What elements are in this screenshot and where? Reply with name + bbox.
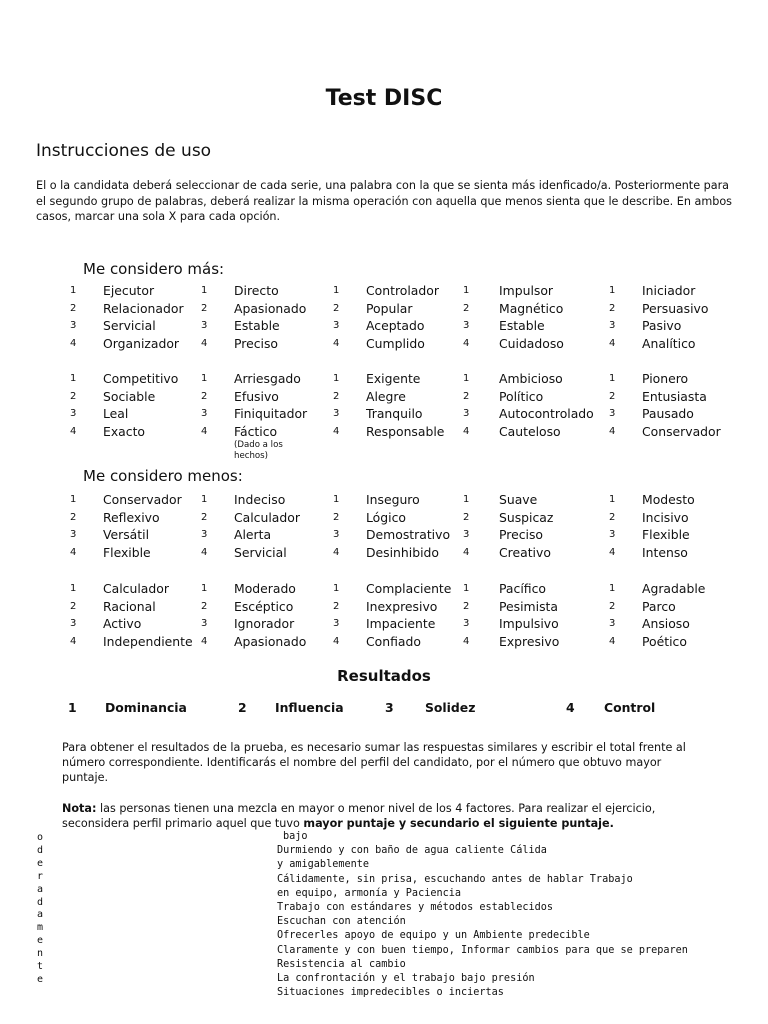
- option-number: 2: [70, 390, 77, 402]
- option-number: 1: [201, 583, 208, 594]
- option-number: 3: [70, 320, 77, 332]
- option-word: Flexible: [642, 527, 690, 543]
- option-word: Leal: [103, 406, 129, 422]
- word-row: [0, 283, 768, 301]
- word-row: [0, 545, 768, 563]
- profile-line: Cálidamente, sin prisa, escuchando antes de hablar Trabajo: [277, 873, 633, 885]
- option-word: Suspicaz: [499, 509, 554, 525]
- option-word: Aceptado: [366, 318, 425, 334]
- result-num: 3: [385, 700, 394, 715]
- option-number: 3: [609, 529, 616, 541]
- results-paragraph: Para obtener el resultados de la prueba, es necesario sumar las respuestas similares y escribir el total frente al número correspondiente. Identificarás el nombre del perfil del candidato, por el número que obtuvo mayor puntaje.: [62, 741, 686, 785]
- option-number: 1: [609, 373, 616, 384]
- option-word: Apasionado: [234, 300, 307, 316]
- option-word: Relacionador: [103, 300, 184, 316]
- option-number: 2: [70, 302, 77, 314]
- option-word: Activo: [103, 616, 142, 632]
- option-number: 3: [609, 320, 616, 332]
- option-word: Ansioso: [642, 616, 690, 632]
- option-word: Analítico: [642, 335, 696, 351]
- option-number: 4: [70, 337, 77, 349]
- option-word: Suave: [499, 492, 538, 507]
- option-word: Expresivo: [499, 633, 560, 649]
- option-word: Reflexivo: [103, 509, 160, 525]
- result-label: Control: [604, 700, 656, 715]
- option-number: 3: [463, 408, 470, 420]
- option-word: Lógico: [366, 509, 406, 525]
- option-number: 2: [201, 511, 208, 523]
- option-number: 4: [201, 337, 208, 349]
- option-word: Calculador: [234, 509, 300, 525]
- option-word: Pesimista: [499, 598, 558, 614]
- option-word: Ignorador: [234, 616, 295, 632]
- option-number: 4: [333, 546, 340, 558]
- option-word: Impaciente: [366, 616, 436, 632]
- option-number: 4: [70, 425, 77, 437]
- option-word: Impulsivo: [499, 616, 559, 632]
- option-word: Persuasivo: [642, 300, 709, 316]
- option-number: 1: [609, 494, 616, 505]
- option-number: 3: [201, 408, 208, 420]
- option-number: 4: [201, 635, 208, 647]
- word-row: [0, 510, 768, 528]
- option-number: 1: [333, 285, 340, 296]
- option-number: 1: [333, 583, 340, 594]
- option-word: Escéptico: [234, 598, 294, 614]
- word-row: [0, 371, 768, 389]
- option-word: Incisivo: [642, 509, 689, 525]
- menos-section-title: Me considero menos:: [83, 467, 243, 485]
- option-word: Poético: [642, 633, 687, 649]
- result-num: 1: [68, 700, 77, 715]
- option-word: Moderado: [234, 581, 296, 596]
- note-bold: mayor puntaje y secundario el siguiente puntaje.: [303, 817, 614, 831]
- option-number: 3: [70, 408, 77, 420]
- option-number: 3: [70, 618, 77, 630]
- word-row: [0, 301, 768, 319]
- option-number: 4: [609, 425, 616, 437]
- option-word: Competitivo: [103, 371, 179, 386]
- option-word: Pasivo: [642, 318, 682, 334]
- option-word: Exigente: [366, 371, 421, 386]
- note-text: las personas tienen una mezcla en mayor o menor nivel de los 4 factores. Para realizar el ejercicio, seconsidera perfil primario aquel que tuvo: [62, 802, 656, 831]
- option-word: Demostrativo: [366, 527, 451, 543]
- vertical-letter: a: [37, 883, 44, 895]
- option-number: 3: [609, 408, 616, 420]
- option-word: Finiquitador: [234, 406, 308, 422]
- option-number: 3: [333, 408, 340, 420]
- vertical-letter: n: [37, 948, 44, 960]
- results-title: Resultados: [337, 667, 431, 685]
- option-number: 2: [333, 390, 340, 402]
- option-word: Desinhibido: [366, 544, 439, 560]
- option-number: 2: [609, 600, 616, 612]
- option-number: 2: [463, 600, 470, 612]
- option-number: 2: [609, 511, 616, 523]
- option-number: 3: [463, 320, 470, 332]
- option-number: 3: [201, 618, 208, 630]
- option-number: 4: [463, 635, 470, 647]
- option-number: 2: [333, 511, 340, 523]
- option-number: 4: [463, 546, 470, 558]
- option-number: 2: [463, 390, 470, 402]
- option-word: Indeciso: [234, 492, 286, 507]
- word-row: [0, 336, 768, 354]
- vertical-letter: r: [37, 870, 44, 882]
- option-number: 1: [463, 373, 470, 384]
- option-word: Pionero: [642, 371, 689, 386]
- option-word: Magnético: [499, 300, 564, 316]
- result-label: Solidez: [425, 700, 476, 715]
- option-number: 1: [70, 373, 77, 384]
- option-word: Flexible: [103, 544, 151, 560]
- profile-line: Trabajo con estándares y métodos establecidos: [277, 902, 554, 914]
- option-word: Cuidadoso: [499, 335, 564, 351]
- vertical-letter: o: [37, 832, 44, 843]
- result-num: 4: [566, 700, 575, 715]
- result-num: 2: [238, 700, 247, 715]
- results-factors: [0, 700, 768, 718]
- option-word: Arriesgado: [234, 371, 301, 386]
- option-word: Sociable: [103, 388, 156, 404]
- option-number: 4: [463, 337, 470, 349]
- option-number: 1: [70, 494, 77, 505]
- option-number: 4: [333, 425, 340, 437]
- option-number: 1: [70, 285, 77, 296]
- instructions-heading: Instrucciones de uso: [36, 141, 212, 161]
- results-note: [62, 801, 702, 831]
- option-word: Creativo: [499, 544, 551, 560]
- option-number: 1: [609, 285, 616, 296]
- option-word: Alegre: [366, 388, 406, 404]
- option-number: 4: [609, 635, 616, 647]
- option-number: 2: [70, 511, 77, 523]
- option-number: 3: [609, 618, 616, 630]
- profile-line: Escuchan con atención: [277, 916, 406, 928]
- option-number: 1: [463, 583, 470, 594]
- option-word: Impulsor: [499, 283, 554, 298]
- menos-word-grid-2: [0, 581, 768, 651]
- option-word: Efusivo: [234, 388, 279, 404]
- mas-word-grid-1: [0, 283, 768, 353]
- option-word: Modesto: [642, 492, 695, 507]
- option-word: Complaciente: [366, 581, 452, 596]
- option-word: Inexpresivo: [366, 598, 438, 614]
- option-word: Conservador: [103, 492, 182, 507]
- option-number: 4: [609, 546, 616, 558]
- option-number: 1: [201, 373, 208, 384]
- option-word: Preciso: [499, 527, 543, 543]
- profile-line: Claramente y con buen tiempo, Informar cambios para que se preparen: [277, 944, 688, 956]
- option-number: 4: [333, 337, 340, 349]
- option-word: Responsable: [366, 423, 445, 439]
- note-label: Nota:: [62, 802, 97, 815]
- profile-line: Resistencia al cambio: [277, 958, 406, 970]
- profile-line: La confrontación y el trabajo bajo presión: [277, 973, 535, 985]
- option-number: 2: [609, 390, 616, 402]
- option-number: 2: [201, 390, 208, 402]
- option-number: 4: [201, 425, 208, 437]
- option-number: 3: [333, 618, 340, 630]
- option-number: 4: [333, 635, 340, 647]
- option-word: Autocontrolado: [499, 406, 594, 422]
- word-row: [0, 581, 768, 599]
- option-number: 4: [70, 546, 77, 558]
- option-word: Fáctico: [234, 423, 278, 439]
- profile-line: en equipo, armonía y Paciencia: [277, 887, 462, 899]
- option-word: Confiado: [366, 633, 421, 649]
- vertical-letters: [37, 832, 47, 987]
- profile-line: Durmiendo y con baño de agua caliente Cálida: [277, 845, 547, 857]
- option-number: 1: [333, 494, 340, 505]
- option-word: Entusiasta: [642, 388, 707, 404]
- option-number: 1: [201, 494, 208, 505]
- profile-line: bajo: [283, 831, 308, 842]
- word-row: [0, 527, 768, 545]
- option-word: Organizador: [103, 335, 180, 351]
- vertical-letter: m: [37, 922, 44, 934]
- mas-word-grid-2: [0, 371, 768, 441]
- page-title: Test DISC: [325, 86, 443, 111]
- option-number: 2: [201, 600, 208, 612]
- option-word: Exacto: [103, 423, 146, 439]
- word-row: [0, 634, 768, 652]
- vertical-letter: e: [37, 973, 44, 985]
- profile-line: y amigablemente: [277, 859, 370, 871]
- option-number: 3: [333, 320, 340, 332]
- option-number: 1: [463, 285, 470, 296]
- option-number: 2: [463, 302, 470, 314]
- option-number: 2: [70, 600, 77, 612]
- option-number: 3: [70, 529, 77, 541]
- vertical-letter: e: [37, 935, 44, 947]
- profile-lines: [277, 830, 757, 1000]
- option-word: Agradable: [642, 581, 706, 596]
- word-row: [0, 492, 768, 510]
- result-label: Influencia: [275, 700, 344, 715]
- vertical-letter: d: [37, 844, 44, 856]
- word-row: [0, 389, 768, 407]
- option-word: Tranquilo: [366, 406, 423, 422]
- word-row: [0, 599, 768, 617]
- word-row: [0, 424, 768, 442]
- option-number: 2: [333, 600, 340, 612]
- option-number: 3: [201, 529, 208, 541]
- option-word: Calculador: [103, 581, 169, 596]
- word-row: [0, 406, 768, 424]
- option-word: Alerta: [234, 527, 272, 543]
- option-number: 4: [70, 635, 77, 647]
- option-word: Cauteloso: [499, 423, 561, 439]
- instructions-text: El o la candidata deberá seleccionar de cada serie, una palabra con la que se sienta más idenficado/a. Posteriormente para el segundo grupo de palabras, deberá realizar la misma operación con aquella que menos sienta que le describe. En ambos casos, marcar una sola X para cada opción.: [36, 179, 733, 223]
- option-word: Inseguro: [366, 492, 420, 507]
- option-word: Estable: [499, 318, 545, 334]
- option-number: 2: [333, 302, 340, 314]
- option-word: Parco: [642, 598, 676, 614]
- profile-line: Ofrecerles apoyo de equipo y un Ambiente predecible: [277, 930, 590, 942]
- result-label: Dominancia: [105, 700, 187, 715]
- option-word: Cumplido: [366, 335, 425, 351]
- vertical-letter: t: [37, 961, 44, 973]
- option-word: Controlador: [366, 283, 439, 298]
- vertical-letter: a: [37, 909, 44, 921]
- option-number: 1: [70, 583, 77, 594]
- option-word: Pacífico: [499, 581, 546, 596]
- option-word: Preciso: [234, 335, 278, 351]
- option-word: Directo: [234, 283, 279, 298]
- option-number: 3: [201, 320, 208, 332]
- option-number: 1: [333, 373, 340, 384]
- option-number: 4: [201, 546, 208, 558]
- option-word: Popular: [366, 300, 413, 316]
- option-word: Independiente: [103, 633, 193, 649]
- option-word: Servicial: [103, 318, 156, 334]
- option-word: Ejecutor: [103, 283, 155, 298]
- mas-section-title: Me considero más:: [83, 260, 225, 278]
- option-number: 4: [609, 337, 616, 349]
- option-number: 4: [463, 425, 470, 437]
- option-word: Racional: [103, 598, 156, 614]
- menos-word-grid-1: [0, 492, 768, 562]
- word-row: [0, 616, 768, 634]
- option-word: Pausado: [642, 406, 694, 422]
- option-number: 3: [463, 529, 470, 541]
- option-word: Conservador: [642, 423, 721, 439]
- option-number: 2: [201, 302, 208, 314]
- option-number: 1: [609, 583, 616, 594]
- option-word: Intenso: [642, 544, 688, 560]
- profile-line: Situaciones impredecibles o inciertas: [277, 987, 504, 999]
- option-word: Político: [499, 388, 544, 404]
- option-word: Servicial: [234, 544, 287, 560]
- option-number: 2: [463, 511, 470, 523]
- factico-note: (Dado a los hechos): [234, 440, 283, 461]
- option-number: 3: [333, 529, 340, 541]
- option-word: Ambicioso: [499, 371, 563, 386]
- option-number: 2: [609, 302, 616, 314]
- option-word: Versátil: [103, 527, 150, 543]
- option-word: Estable: [234, 318, 280, 334]
- option-number: 1: [201, 285, 208, 296]
- option-number: 1: [463, 494, 470, 505]
- option-word: Apasionado: [234, 633, 307, 649]
- option-number: 3: [463, 618, 470, 630]
- word-row: [0, 318, 768, 336]
- vertical-letter: e: [37, 857, 44, 869]
- vertical-letter: d: [37, 896, 44, 908]
- option-word: Iniciador: [642, 283, 696, 298]
